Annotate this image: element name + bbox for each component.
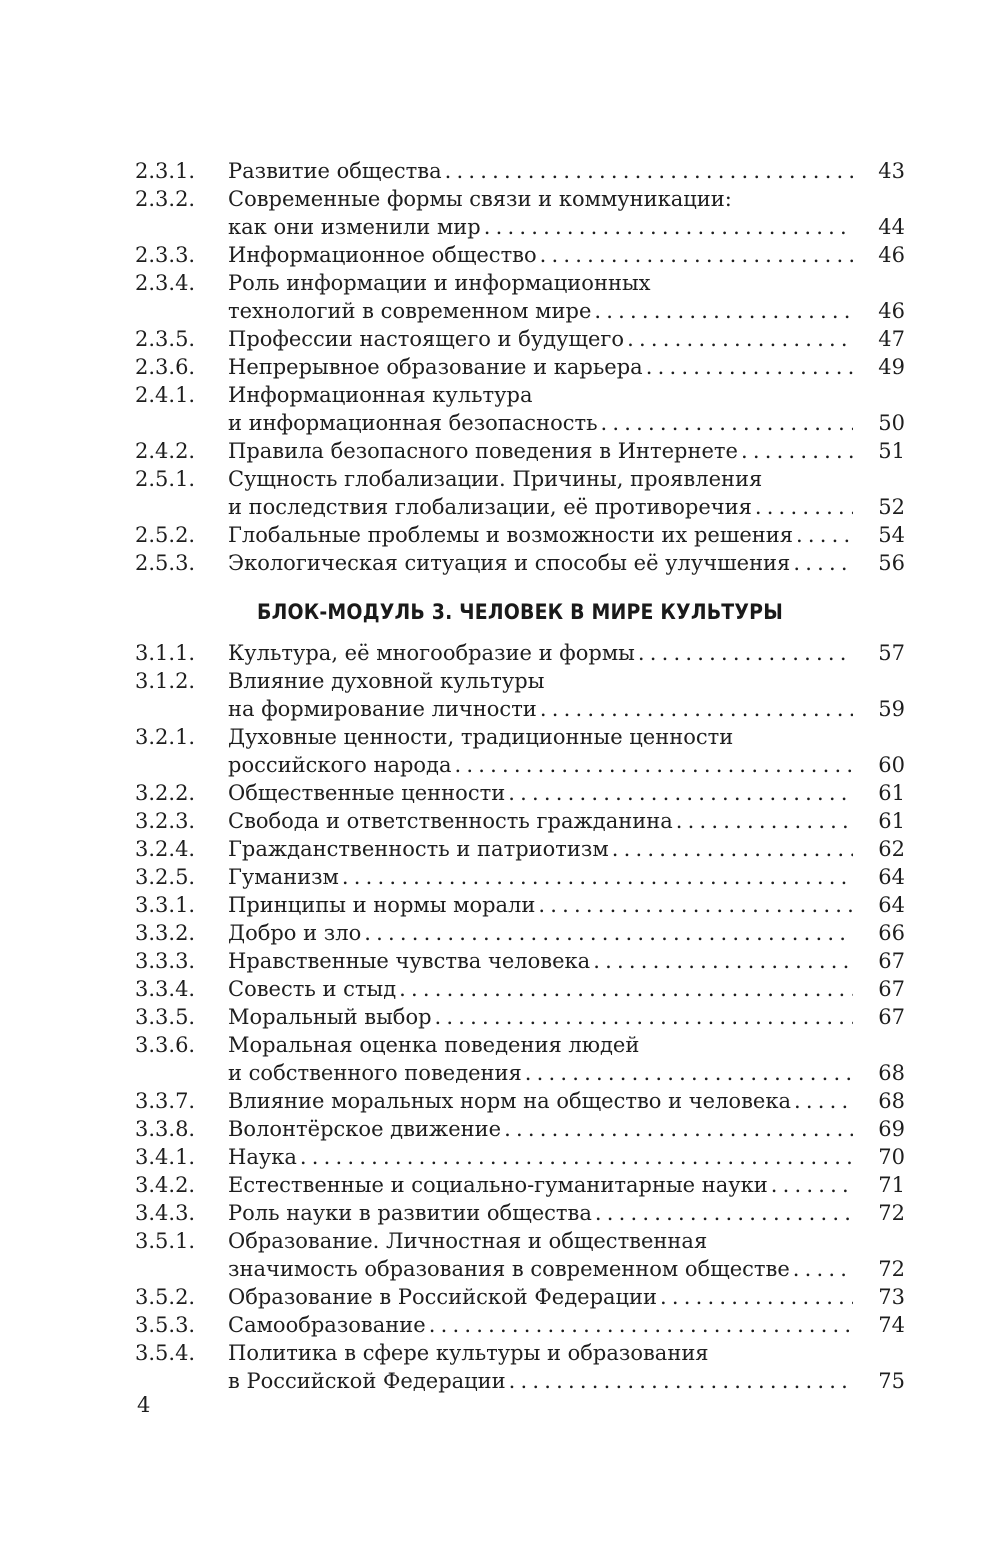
toc-entry-body [228,185,905,241]
toc-entry-number: 3.3.6. [135,1033,196,1057]
toc-entry-title-text: Добро и зло [228,921,362,945]
toc-entry [135,1031,905,1087]
toc-entry-page-number: 73 [878,1285,905,1309]
leader-dots [342,863,853,891]
toc-entry [135,863,905,891]
leader-dots [504,1115,853,1143]
toc-entry [135,157,905,185]
toc-entry-line [228,269,905,297]
toc-entry [135,779,905,807]
leader-dots [796,521,853,549]
toc-entry [135,1087,905,1115]
toc-entry [135,723,905,779]
toc-entry-page-number: 44 [878,215,905,239]
toc-entry-line [228,1031,905,1059]
toc-entry-title-text: и последствия глобализации, её противоречия [228,495,752,519]
toc-entry-number: 3.1.2. [135,669,196,693]
toc-entry-title-text: Развитие общества [228,159,442,183]
toc-entry-body [228,1199,905,1227]
toc-entry-title-text: Моральная оценка поведения людей [228,1033,640,1057]
leader-dots [594,297,853,325]
toc-entry-line [228,549,905,577]
toc-entry-page-number: 49 [878,355,905,379]
toc-entry-title-text: Духовные ценности, традиционные ценности [228,725,734,749]
toc-entry-title-text: Нравственные чувства человека [228,949,591,973]
toc-entry-number: 2.3.6. [135,355,196,379]
toc-entry-title-text: Принципы и нормы морали [228,893,536,917]
toc-entry-line [228,1283,905,1311]
toc-entry-body [228,325,905,353]
toc-entry-line [228,779,905,807]
leader-dots [540,241,853,269]
toc-entry-line [228,1367,905,1395]
toc-entry-page-number: 46 [878,243,905,267]
toc-entry-title-text: Гуманизм [228,865,339,889]
toc-entry-line [228,1115,905,1143]
toc-entry-page-number: 60 [878,753,905,777]
toc-entry-title-text: Роль науки в развитии общества [228,1201,592,1225]
toc-entry-body [228,1087,905,1115]
toc-entry-line [228,667,905,695]
toc-entry-title-text: Естественные и социально-гуманитарные науки [228,1173,768,1197]
leader-dots [771,1171,853,1199]
toc-entry-page-number: 52 [878,495,905,519]
toc-entry-line [228,521,905,549]
leader-dots [638,639,853,667]
toc-entry [135,947,905,975]
toc-entry-line [228,157,905,185]
toc-entry [135,1143,905,1171]
leader-dots [793,1255,853,1283]
toc-entry [135,667,905,723]
toc-entry [135,1171,905,1199]
leader-dots [794,1087,853,1115]
toc-entry-title-text: Моральный выбор [228,1005,432,1029]
toc-entry-page-number: 72 [878,1257,905,1281]
leader-dots [646,353,853,381]
section-heading: БЛОК-МОДУЛЬ 3. ЧЕЛОВЕК В МИРЕ КУЛЬТУРЫ [257,600,783,624]
toc-entry-number: 3.2.5. [135,865,196,889]
toc-entry-page-number: 54 [878,523,905,547]
toc-entry-line [228,1087,905,1115]
toc-entry-page-number: 51 [878,439,905,463]
toc-entry-page-number: 57 [878,641,905,665]
toc-entry-title-text: российского народа [228,753,452,777]
toc-entry-line [228,353,905,381]
toc-entry-body [228,1031,905,1087]
toc-entry-line [228,695,905,723]
toc-entry-body [228,1227,905,1283]
toc-entry-number: 2.3.3. [135,243,196,267]
toc-entry-line [228,493,905,521]
toc-entry-title-text: Современные формы связи и коммуникации: [228,187,732,211]
toc-entry-body [228,465,905,521]
toc-entry-line [228,723,905,751]
leader-dots [540,695,853,723]
toc-entry [135,465,905,521]
toc-entry-line [228,1255,905,1283]
toc-entry-title-text: Политика в сфере культуры и образования [228,1341,709,1365]
toc-entry-number: 3.2.1. [135,725,196,749]
toc-entry-page-number: 68 [878,1089,905,1113]
toc-entry-body [228,157,905,185]
leader-dots [364,919,853,947]
toc-entry-body [228,947,905,975]
toc-entry-title-text: Культура, её многообразие и формы [228,641,635,665]
toc-entry-line [228,297,905,325]
toc-entry-number: 2.5.1. [135,467,196,491]
toc-entry-body [228,1311,905,1339]
leader-dots [455,751,853,779]
toc-entry-number: 3.3.5. [135,1005,196,1029]
toc-entry-line [228,1227,905,1255]
toc-entry-number: 2.3.1. [135,159,196,183]
toc-entry-line [228,639,905,667]
toc-entry [135,325,905,353]
toc-entry [135,437,905,465]
toc-entry-body [228,667,905,723]
toc-entry-page-number: 68 [878,1061,905,1085]
toc-entry-line [228,1339,905,1367]
toc-entry-title-text: Информационное общество [228,243,537,267]
toc-entry-line [228,891,905,919]
toc-entry-page-number: 46 [878,299,905,323]
toc-entry-line [228,1199,905,1227]
toc-entry-body [228,269,905,325]
toc-entry-page-number: 64 [878,865,905,889]
toc-entry-line [228,835,905,863]
footer-page-number: 4 [137,1393,151,1417]
toc-entry-number: 2.3.2. [135,187,196,211]
toc-entry-number: 2.4.1. [135,383,196,407]
leader-dots [445,157,853,185]
table-of-contents [135,157,905,1395]
leader-dots [435,1003,853,1031]
toc-entry-line [228,409,905,437]
toc-entry [135,835,905,863]
toc-entry-number: 3.3.8. [135,1117,196,1141]
leader-dots [676,807,853,835]
toc-entry-title-text: Самообразование [228,1313,426,1337]
toc-entry [135,241,905,269]
toc-entry-number: 3.5.3. [135,1313,196,1337]
toc-entry-number: 2.3.4. [135,271,196,295]
toc-entry [135,891,905,919]
toc-entry-line [228,381,905,409]
toc-entry-body [228,723,905,779]
toc-entry [135,353,905,381]
toc-entry-line [228,465,905,493]
toc-entry-title-text: Роль информации и информационных [228,271,651,295]
toc-entry-page-number: 72 [878,1201,905,1225]
toc-entry-title-text: Глобальные проблемы и возможности их решения [228,523,794,547]
toc-entry-body [228,975,905,1003]
toc-entry-title-text: Экологическая ситуация и способы её улучшения [228,551,791,575]
toc-entry-title-text: значимость образования в современном обществе [228,1257,790,1281]
toc-entry-body [228,1171,905,1199]
toc-entry-line [228,1143,905,1171]
toc-entry-page-number: 62 [878,837,905,861]
toc-entry-body [228,807,905,835]
leader-dots [612,835,853,863]
toc-entry-title-text: Правила безопасного поведения в Интернете [228,439,738,463]
toc-entry-line [228,325,905,353]
leader-dots [399,975,853,1003]
toc-entry [135,807,905,835]
toc-entry-title-text: Совесть и стыд [228,977,397,1001]
toc-entry-body [228,779,905,807]
toc-entry-line [228,1171,905,1199]
toc-entry-page-number: 61 [878,809,905,833]
toc-entry-line [228,863,905,891]
toc-entry [135,1283,905,1311]
toc-entry-number: 3.4.2. [135,1173,196,1197]
leader-dots [660,1283,853,1311]
toc-entry-number: 3.2.4. [135,837,196,861]
toc-entry-number: 3.5.4. [135,1341,196,1365]
toc-entry-line [228,1059,905,1087]
toc-entry-title-text: на формирование личности [228,697,537,721]
toc-entry-line [228,807,905,835]
toc-entry-title-text: Волонтёрское движение [228,1117,502,1141]
toc-entry [135,639,905,667]
toc-entry-number: 3.3.2. [135,921,196,945]
toc-entry-title-text: Непрерывное образование и карьера [228,355,643,379]
toc-entry-line [228,213,905,241]
toc-entry-body [228,863,905,891]
toc-entry-title-text: Гражданственность и патриотизм [228,837,609,861]
toc-entry-page-number: 74 [878,1313,905,1337]
toc-entry-page-number: 69 [878,1117,905,1141]
toc-entry-number: 3.4.3. [135,1201,196,1225]
leader-dots [627,325,853,353]
toc-entry-number: 3.2.2. [135,781,196,805]
toc-entry-number: 3.3.4. [135,977,196,1001]
toc-entry-page-number: 67 [878,949,905,973]
toc-entry-title-text: Образование. Личностная и общественная [228,1229,708,1253]
toc-entry-body [228,891,905,919]
toc-entry-body [228,241,905,269]
toc-entry-number: 2.4.2. [135,439,196,463]
toc-entry-title-text: Образование в Российской Федерации [228,1285,658,1309]
toc-entry-body [228,1003,905,1031]
toc-entry-number: 3.1.1. [135,641,196,665]
toc-entry-number: 2.5.2. [135,523,196,547]
toc-entry [135,185,905,241]
toc-entry-body [228,1339,905,1395]
toc-entry-page-number: 67 [878,1005,905,1029]
toc-entry [135,269,905,325]
toc-entry-title-text: и информационная безопасность [228,411,598,435]
leader-dots [509,1367,853,1395]
toc-entry-line [228,1311,905,1339]
toc-entry-line [228,947,905,975]
toc-entry-line [228,1003,905,1031]
toc-entry [135,381,905,437]
toc-entry [135,1199,905,1227]
toc-entry [135,919,905,947]
toc-entry-page-number: 43 [878,159,905,183]
toc-entry-page-number: 66 [878,921,905,945]
toc-entry-line [228,185,905,213]
toc-entry-title-text: Информационная культура [228,383,533,407]
toc-entry-page-number: 56 [878,551,905,575]
leader-dots [429,1311,853,1339]
toc-entry-page-number: 67 [878,977,905,1001]
leader-dots [593,947,853,975]
toc-entry-body [228,437,905,465]
toc-entry-page-number: 50 [878,411,905,435]
leader-dots [508,779,853,807]
leader-dots [601,409,853,437]
toc-entry-number: 3.3.3. [135,949,196,973]
toc-entry-title-text: Свобода и ответственность гражданина [228,809,673,833]
toc-entry-number: 3.5.1. [135,1229,196,1253]
toc-entry-line [228,975,905,1003]
toc-entry-body [228,1115,905,1143]
leader-dots [595,1199,853,1227]
toc-entry [135,975,905,1003]
toc-entry-title-text: Профессии настоящего и будущего [228,327,625,351]
toc-entry-line [228,919,905,947]
toc-entry-page-number: 70 [878,1145,905,1169]
toc-entry-body [228,1143,905,1171]
leader-dots [484,213,853,241]
toc-entry-number: 2.3.5. [135,327,196,351]
leader-dots [755,493,853,521]
toc-entry-title-text: как они изменили мир [228,215,481,239]
toc-entry [135,1115,905,1143]
toc-entry-page-number: 64 [878,893,905,917]
toc-entry-body [228,919,905,947]
toc-entry-title-text: технологий в современном мире [228,299,592,323]
toc-entry [135,1227,905,1283]
leader-dots [538,891,853,919]
toc-entry-body [228,381,905,437]
toc-entry-page-number: 61 [878,781,905,805]
toc-entry-line [228,437,905,465]
toc-entry-title-text: Влияние духовной культуры [228,669,545,693]
toc-entry-number: 3.3.1. [135,893,196,917]
toc-entry [135,549,905,577]
toc-entry-title-text: Сущность глобализации. Причины, проявления [228,467,763,491]
toc-entry-title-text: Общественные ценности [228,781,506,805]
toc-entry-line [228,241,905,269]
toc-entry-line [228,751,905,779]
toc-entry-page-number: 71 [878,1173,905,1197]
toc-entry-title-text: и собственного поведения [228,1061,522,1085]
toc-entry [135,1339,905,1395]
toc-entry-body [228,549,905,577]
toc-entry-title-text: в Российской Федерации [228,1369,506,1393]
toc-entry-body [228,835,905,863]
leader-dots [300,1143,853,1171]
toc-entry-body [228,639,905,667]
toc-entry-number: 3.3.7. [135,1089,196,1113]
toc-entry-number: 3.2.3. [135,809,196,833]
leader-dots [793,549,853,577]
toc-entry [135,1003,905,1031]
toc-entry-body [228,353,905,381]
leader-dots [525,1059,853,1087]
leader-dots [741,437,853,465]
toc-entry-page-number: 59 [878,697,905,721]
toc-entry-number: 3.5.2. [135,1285,196,1309]
toc-entry-page-number: 47 [878,327,905,351]
toc-entry-title-text: Наука [228,1145,297,1169]
toc-entry [135,1311,905,1339]
toc-entry-body [228,1283,905,1311]
toc-entry-number: 3.4.1. [135,1145,196,1169]
toc-entry-number: 2.5.3. [135,551,196,575]
toc-entry [135,521,905,549]
toc-entry-body [228,521,905,549]
toc-entry-title-text: Влияние моральных норм на общество и человека [228,1089,791,1113]
toc-entry-page-number: 75 [878,1369,905,1393]
